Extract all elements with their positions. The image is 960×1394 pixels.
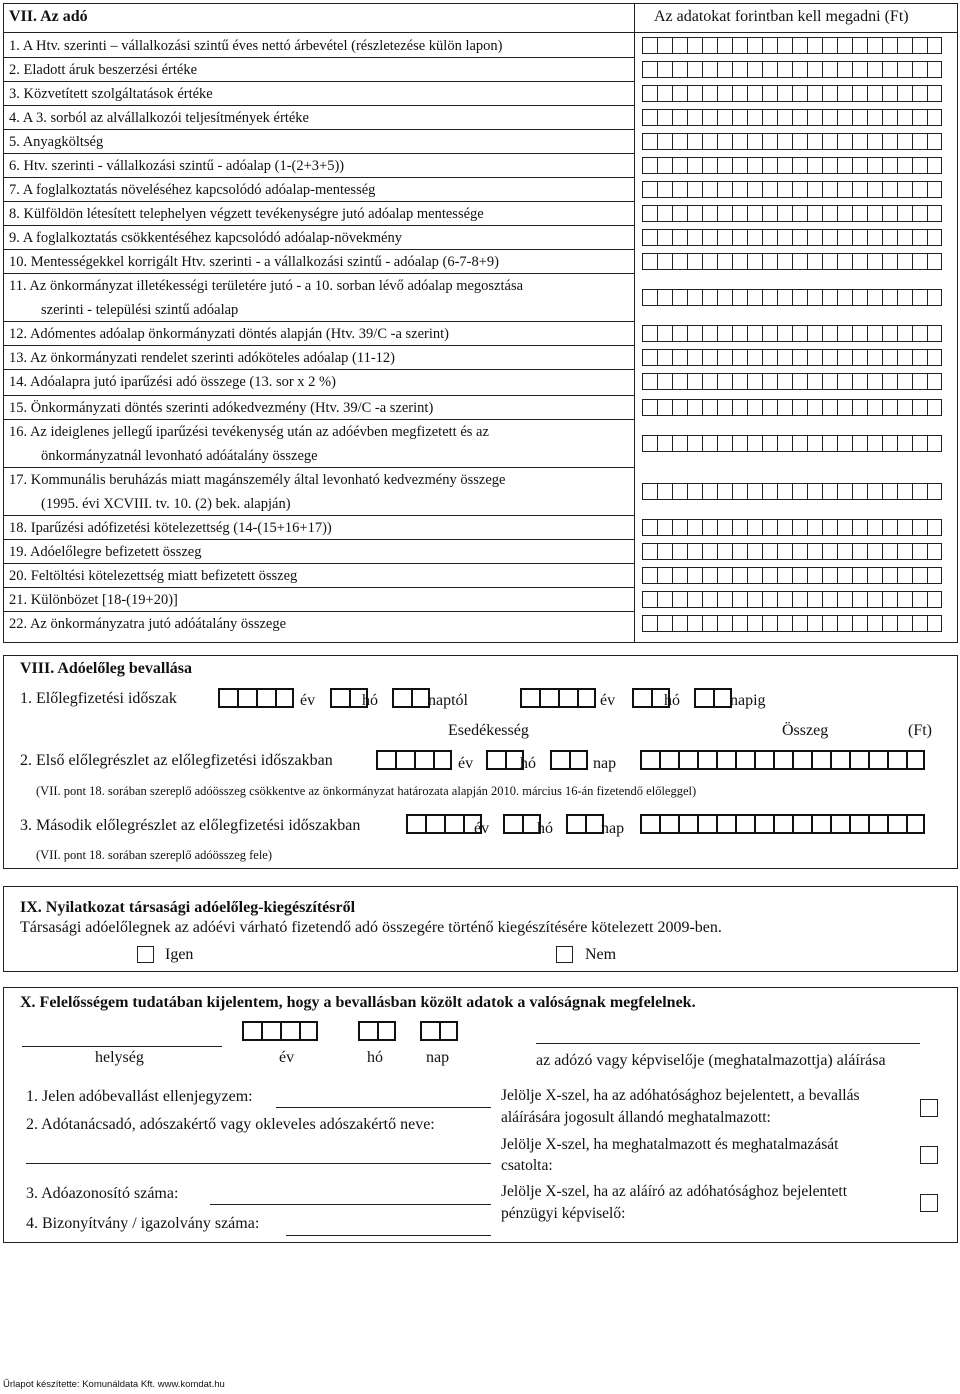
row-label: 21. Különbözet [18-(19+20)]	[9, 592, 178, 608]
place-line[interactable]	[22, 1046, 222, 1047]
row-separator	[3, 467, 634, 468]
sign-month-label: hó	[367, 1049, 383, 1066]
countersign-line[interactable]	[276, 1107, 491, 1108]
row-label: 15. Önkormányzati döntés szerinti adókedvezmény (Htv. 39/C -a szerint)	[9, 400, 434, 416]
mark2-text-b: csatolta:	[501, 1157, 553, 1174]
amount-cells[interactable]	[642, 253, 942, 270]
second-due-day[interactable]	[566, 814, 604, 834]
sign-day[interactable]	[420, 1021, 458, 1041]
row-label: 9. A foglalkoztatás csökkentéséhez kapcsolódó adóalap-növekmény	[9, 230, 402, 246]
amount-cells[interactable]	[642, 325, 942, 342]
second-installment-label: 3. Második előlegrészlet az előlegfizetési időszakban	[20, 817, 361, 834]
row-label: 3. Közvetített szolgáltatások értéke	[9, 86, 213, 102]
row-label: 16. Az ideiglenes jellegű iparűzési tevékenység után az adóévben megfizetett és az	[9, 424, 489, 440]
sign-year-label: év	[279, 1049, 295, 1066]
period-label: 1. Előlegfizetési időszak	[20, 690, 177, 707]
row-label: 11. Az önkormányzat illetékességi területére jutó - a 10. sorban lévő adóalap megosztása	[9, 278, 524, 294]
period-to-year[interactable]	[520, 688, 596, 708]
row-separator	[3, 177, 634, 178]
amount-cells[interactable]	[642, 157, 942, 174]
first-due-year[interactable]	[376, 750, 452, 770]
second-due-day-label: nap	[601, 820, 625, 837]
row-label: 20. Feltöltési kötelezettség miatt befizetett összeg	[9, 568, 298, 584]
mark3-text-a: Jelölje X-szel, ha az aláíró az adóhatósághoz bejelentett	[501, 1183, 848, 1200]
no-label: Nem	[585, 946, 617, 963]
advisor-line[interactable]	[26, 1163, 491, 1164]
footer-credit: Űrlapot készítette: Komunáldata Kft. www.komdat.hu	[3, 1379, 225, 1390]
amount-cells[interactable]	[642, 543, 942, 560]
mark3-text-b: pénzügyi képviselő:	[501, 1205, 626, 1222]
row-separator	[3, 419, 634, 420]
row-label: 22. Az önkormányzatra jutó adóátalány összege	[9, 616, 287, 632]
period-to-year-label: év	[600, 692, 616, 709]
row-label: (1995. évi XCVIII. tv. 10. (2) bek. alapján)	[41, 496, 291, 512]
row-label: 17. Kommunális beruházás miatt magánszemély által levonható kedvezmény összege	[9, 472, 506, 488]
row-label: 5. Anyagköltség	[9, 134, 104, 150]
amount-label: Összeg	[782, 722, 829, 739]
section-7-divider	[634, 3, 635, 643]
row-label: 6. Htv. szerinti - vállalkozási szintű - adóalap (1-(2+3+5))	[9, 158, 345, 174]
row-label: 1. A Htv. szerinti – vállalkozási szintű éves nettó árbevétel (részletezése külön lapon)	[9, 38, 503, 54]
period-from-label: naptól	[428, 692, 468, 709]
row-label: 2. Eladott áruk beszerzési értéke	[9, 62, 198, 78]
second-due-year-label: év	[474, 820, 490, 837]
row-label: 4. A 3. sorból az alvállalkozói teljesítmények értéke	[9, 110, 309, 126]
first-installment-note: (VII. pont 18. sorában szereplő adóösszeg csökkentve az önkormányzat határozata alapján 2010. március 16-án fizetendő előleggel)	[36, 784, 697, 798]
first-due-month-label: hó	[520, 755, 536, 772]
section-9-text: Társasági adóelőlegnek az adóévi várható fizetendő adó összegére történő kiegészítésére kötelezett 2009-ben.	[20, 919, 722, 936]
advisor-label: 2. Adótanácsadó, adószakértő vagy okleveles adószakértő neve:	[26, 1116, 435, 1133]
row-separator	[3, 611, 634, 612]
row-label: 10. Mentességekkel korrigált Htv. szerinti - a vállalkozási szintű - adóalap (6-7-8+9)	[9, 254, 500, 270]
section-7-header-line	[3, 32, 958, 33]
ft-label: (Ft)	[908, 722, 932, 739]
sign-month[interactable]	[358, 1021, 396, 1041]
section-9-title: IX. Nyilatkozat társasági adóelőleg-kiegészítésről	[20, 899, 356, 916]
amount-cells[interactable]	[642, 109, 942, 126]
countersign-label: 1. Jelen adóbevallást ellenjegyzem:	[26, 1088, 253, 1105]
row-separator	[3, 225, 634, 226]
period-to-month-label: hó	[664, 692, 680, 709]
row-separator	[3, 563, 634, 564]
row-separator	[3, 515, 634, 516]
period-from-year[interactable]	[218, 688, 294, 708]
amount-cells[interactable]	[642, 519, 942, 536]
amount-cells[interactable]	[642, 289, 942, 306]
amount-cells[interactable]	[642, 435, 942, 452]
row-separator	[3, 345, 634, 346]
second-amount[interactable]	[640, 814, 925, 834]
row-separator	[3, 539, 634, 540]
period-from-month-label: hó	[362, 692, 378, 709]
signature-label: az adózó vagy képviselője (meghatalmazottja) aláírása	[536, 1052, 886, 1069]
second-due-month[interactable]	[503, 814, 541, 834]
first-due-day-label: nap	[593, 755, 617, 772]
mark2-text-a: Jelölje X-szel, ha meghatalmazott és meghatalmazását	[501, 1136, 839, 1153]
no-checkbox[interactable]	[556, 946, 573, 963]
place-label: helység	[95, 1049, 144, 1066]
first-installment-label: 2. Első előlegrészlet az előlegfizetési időszakban	[20, 752, 333, 769]
first-amount[interactable]	[640, 750, 925, 770]
mark1-checkbox[interactable]	[920, 1099, 938, 1117]
row-label: 8. Külföldön létesített telephelyen végzett tevékenységre jutó adóalap mentessége	[9, 206, 484, 222]
amount-cells[interactable]	[642, 373, 942, 390]
row-separator	[3, 129, 634, 130]
sign-year[interactable]	[242, 1021, 318, 1041]
period-from-day[interactable]	[392, 688, 430, 708]
currency-note: Az adatokat forintban kell megadni (Ft)	[654, 8, 909, 25]
row-separator	[3, 249, 634, 250]
first-due-year-label: év	[458, 755, 474, 772]
row-label: 12. Adómentes adóalap önkormányzati döntés alapján (Htv. 39/C -a szerint)	[9, 326, 449, 342]
yes-label: Igen	[165, 946, 194, 963]
row-separator	[3, 81, 634, 82]
sign-day-label: nap	[426, 1049, 450, 1066]
row-label: 7. A foglalkoztatás növeléséhez kapcsolódó adóalap-mentesség	[9, 182, 376, 198]
row-label: 14. Adóalapra jutó iparűzési adó összege (13. sor x 2 %)	[9, 374, 336, 390]
second-installment-note: (VII. pont 18. sorában szereplő adóösszeg fele)	[36, 848, 273, 862]
amount-cells[interactable]	[642, 591, 942, 608]
row-label: 19. Adóelőlegre befizetett összeg	[9, 544, 202, 560]
amount-cells[interactable]	[642, 399, 942, 416]
second-due-month-label: hó	[537, 820, 553, 837]
certificate-label: 4. Bizonyítvány / igazolvány száma:	[26, 1215, 260, 1232]
amount-cells[interactable]	[642, 615, 942, 632]
amount-cells[interactable]	[642, 181, 942, 198]
period-to-day[interactable]	[694, 688, 732, 708]
taxid-label: 3. Adóazonosító száma:	[26, 1185, 179, 1202]
mark3-checkbox[interactable]	[920, 1194, 938, 1212]
row-separator	[3, 153, 634, 154]
row-label: önkormányzatnál levonható adóátalány összege	[41, 448, 318, 464]
taxid-line[interactable]	[210, 1204, 491, 1205]
due-date-label: Esedékesség	[448, 722, 529, 739]
mark1-text-a: Jelölje X-szel, ha az adóhatósághoz bejelentett, a bevallás	[501, 1087, 860, 1104]
row-separator	[3, 201, 634, 202]
signature-line[interactable]	[536, 1043, 920, 1044]
second-due-year[interactable]	[406, 814, 482, 834]
amount-cells[interactable]	[642, 61, 942, 78]
mark2-checkbox[interactable]	[920, 1146, 938, 1164]
first-due-day[interactable]	[550, 750, 588, 770]
yes-checkbox[interactable]	[137, 946, 154, 963]
first-due-month[interactable]	[486, 750, 524, 770]
certificate-line[interactable]	[286, 1235, 491, 1236]
row-separator	[3, 321, 634, 322]
period-to-label: napig	[730, 692, 766, 709]
amount-cells[interactable]	[642, 133, 942, 150]
section-7-title: VII. Az adó	[9, 8, 88, 25]
amount-cells[interactable]	[642, 85, 942, 102]
amount-cells[interactable]	[642, 229, 942, 246]
row-separator	[3, 369, 634, 370]
mark1-text-b: aláírására jogosult állandó meghatalmazott:	[501, 1109, 771, 1126]
row-separator	[3, 395, 634, 396]
row-separator	[3, 105, 634, 106]
section-8-title: VIII. Adóelőleg bevallása	[20, 660, 193, 677]
row-separator	[3, 587, 634, 588]
period-from-year-label: év	[300, 692, 316, 709]
amount-cells[interactable]	[642, 483, 942, 500]
row-separator	[3, 57, 634, 58]
amount-cells[interactable]	[642, 205, 942, 222]
row-label: szerinti - települési szintű adóalap	[41, 302, 239, 318]
section-10-title: X. Felelősségem tudatában kijelentem, hogy a bevallásban közölt adatok a valóságnak megfelelnek.	[20, 994, 696, 1011]
amount-cells[interactable]	[642, 37, 942, 54]
row-label: 13. Az önkormányzati rendelet szerinti adóköteles adóalap (11-12)	[9, 350, 395, 366]
row-separator	[3, 273, 634, 274]
row-label: 18. Iparűzési adófizetési kötelezettség (14-(15+16+17))	[9, 520, 332, 536]
amount-cells[interactable]	[642, 349, 942, 366]
amount-cells[interactable]	[642, 567, 942, 584]
